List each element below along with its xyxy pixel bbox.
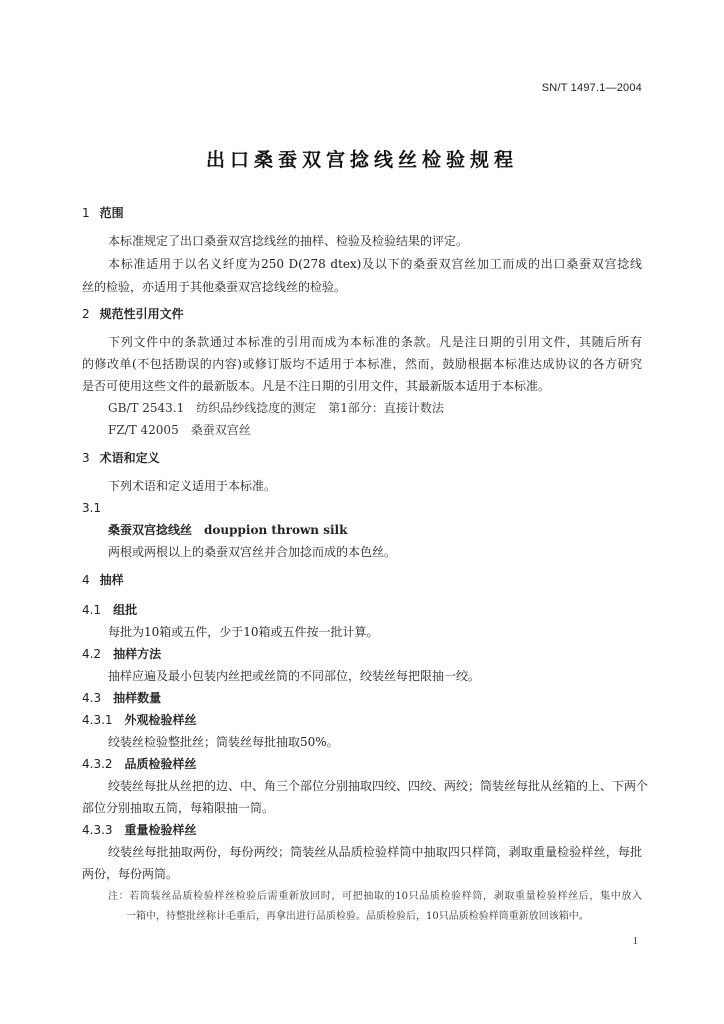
clause-number: 4.3.2 <box>82 757 113 771</box>
section-number: 2 <box>82 307 90 321</box>
clause-title: 重量检验样丝 <box>124 823 197 837</box>
clause-number: 4.2 <box>82 647 102 661</box>
clause-4-3-3-text-line-2: 两份，每份两筒。 <box>82 867 179 881</box>
clause-4-3-3-heading <box>82 819 642 841</box>
clause-4-3-1-heading <box>82 709 642 731</box>
clause-4-1-heading <box>82 599 642 621</box>
clause-number: 4.3.1 <box>82 713 113 727</box>
section-number: 1 <box>82 206 90 220</box>
term-definition: 两根或两根以上的桑蚕双宫丝并合加捻而成的本色丝。 <box>108 545 397 559</box>
note-line-1: 注：若筒装丝品质检验样丝检验后需重新放回时，可把抽取的10只品质检验样筒，剥取重量检验样丝后，集中放入 <box>108 891 642 902</box>
page-number: 1 <box>632 935 638 947</box>
section-4-heading <box>82 569 642 591</box>
section-2-paragraph-line-1: 下列文件中的条款通过本标准的引用而成为本标准的条款。凡是注日期的引用文件，其随后所有 <box>108 335 642 349</box>
standard-code: SN/T 1497.1—2004 <box>541 82 642 94</box>
normative-reference-1: GB/T 2543.1 纺织品纱线捻度的测定 第1部分：直接计数法 <box>108 401 444 415</box>
section-2-paragraph-line-3: 是否可使用这些文件的最新版本。凡是不注日期的引用文件，其最新版本适用于本标准。 <box>82 379 551 393</box>
section-title: 规范性引用文件 <box>99 307 184 321</box>
section-number: 3 <box>82 451 90 465</box>
clause-4-2-text: 抽样应遍及最小包装内丝把或丝筒的不同部位，绞装丝每把限抽一绞。 <box>108 669 481 683</box>
section-1-paragraph-2-line-2: 丝的检验，亦适用于其他桑蚕双宫捻线丝的检验。 <box>82 280 347 294</box>
clause-4-3-3-text-line-1: 绞装丝每批抽取两份，每份两绞；筒装丝从品质检验样筒中抽取四只样筒，剥取重量检验样丝，每批 <box>108 845 642 859</box>
term-chinese: 桑蚕双宫捻线丝 <box>108 523 193 537</box>
section-2-paragraph-line-2: 的修改单(不包括勘误的内容)或修订版均不适用于本标准，然而，鼓励根据本标准达成协议的各方研究 <box>82 357 642 371</box>
clause-4-3-2-text-line-1: 绞装丝每批从丝把的边、中、角三个部位分别抽取四绞、四绞、两绞；筒装丝每批从丝箱的上、下两个 <box>108 779 649 793</box>
note-line-2: 一箱中，待整批丝称计毛重后，再拿出进行品质检验。品质检验后，10只品质检验样筒重新放回该箱中。 <box>126 911 589 922</box>
section-3-paragraph: 下列术语和定义适用于本标准。 <box>108 479 277 493</box>
clause-title: 组批 <box>113 603 138 617</box>
section-3-heading <box>82 447 642 469</box>
clause-3-1-number: 3.1 <box>82 501 102 515</box>
clause-4-3-1-text: 绞装丝检验整批丝；筒装丝每批抽取50%。 <box>108 735 339 749</box>
term-entry <box>108 519 642 541</box>
clause-title: 品质检验样丝 <box>124 757 197 771</box>
clause-4-3-2-heading <box>82 753 642 775</box>
clause-number: 4.3.3 <box>82 823 113 837</box>
clause-number: 4.1 <box>82 603 102 617</box>
clause-title: 外观检验样丝 <box>124 713 197 727</box>
document-title: 出口桑蚕双宫捻线丝检验规程 <box>205 149 518 171</box>
clause-number: 4.3 <box>82 691 102 705</box>
clause-4-3-2-text-line-2: 部位分别抽取五筒，每箱限抽一筒。 <box>82 801 275 815</box>
section-2-heading <box>82 303 642 325</box>
section-number: 4 <box>82 573 90 587</box>
section-title: 范围 <box>99 206 124 220</box>
section-1-heading <box>82 202 642 224</box>
normative-reference-2: FZ/T 42005 桑蚕双宫丝 <box>108 423 251 437</box>
clause-4-2-heading <box>82 643 642 665</box>
section-title: 抽样 <box>99 573 124 587</box>
clause-title: 抽样数量 <box>113 691 162 705</box>
section-1-paragraph-2-line-1: 本标准适用于以名义纤度为250 D(278 dtex)及以下的桑蚕双宫丝加工而成的出口桑蚕双宫捻线 <box>108 257 642 271</box>
section-1-paragraph-1: 本标准规定了出口桑蚕双宫捻线丝的抽样、检验及检验结果的评定。 <box>108 234 469 248</box>
term-english: douppion thrown silk <box>204 523 348 537</box>
clause-4-3-heading <box>82 687 642 709</box>
clause-4-1-text: 每批为10箱或五件，少于10箱或五件按一批计算。 <box>108 625 379 639</box>
section-title: 术语和定义 <box>99 451 160 465</box>
clause-title: 抽样方法 <box>113 647 162 661</box>
